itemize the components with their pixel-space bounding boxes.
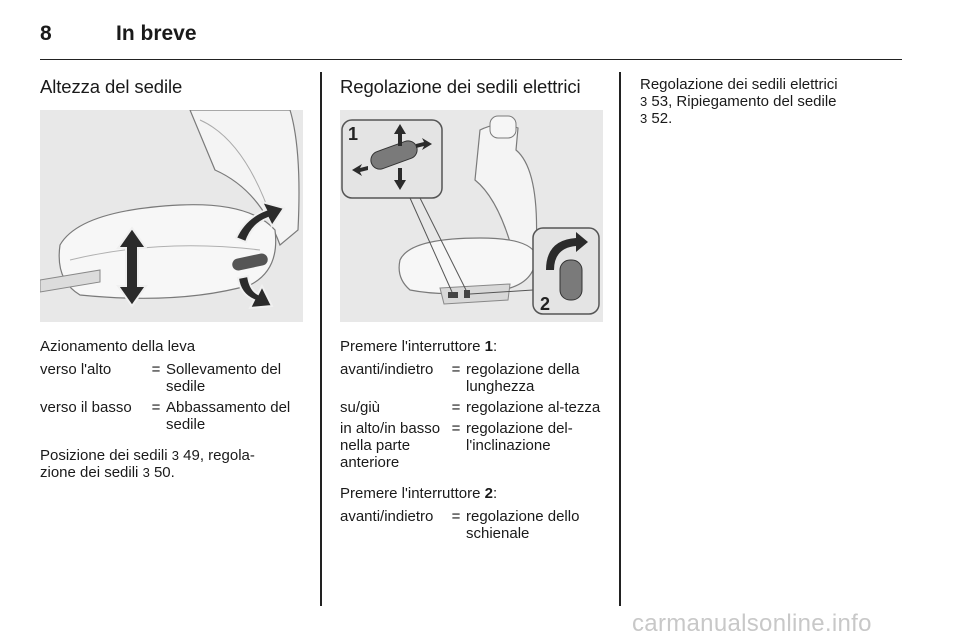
definition-equals: = [451,420,461,437]
definition-description: regolazione al-tezza [466,399,601,416]
definition-equals: = [451,508,461,525]
page-reference-icon: 3 [171,448,179,463]
section-title-electric-seats: Regolazione dei sedili elettrici [340,76,581,97]
definition-term: verso il basso [40,399,132,416]
page-reference-icon: 3 [640,111,648,126]
list-item [340,420,605,471]
switch1-intro [340,338,605,355]
ref-page: 49, regola- [178,447,255,464]
ref-text: zione dei sedili [40,464,143,481]
page-header [40,18,902,60]
definition-description: Abbassamento del sedile [166,399,291,433]
chapter-title: In breve [116,22,197,45]
list-item [40,361,305,399]
page-number: 8 [40,22,52,45]
seat-height-figure [40,110,303,322]
intro-text: Premere l'interruttore [340,338,485,355]
page-reference-icon: 3 [142,465,150,480]
switch1-definition-list [340,361,605,471]
list-item [340,361,605,399]
definition-description: regolazione dello schienale [466,508,580,542]
intro-colon: : [492,338,498,355]
ref-text: 53, Ripiegamento del sedile [647,93,837,110]
column-divider-1 [320,72,322,606]
electric-seat-figure [340,110,603,322]
column-divider-2 [619,72,621,606]
definition-equals: = [151,399,161,416]
intro-text: Premere l'interruttore [340,485,485,502]
definition-description: Sollevamento del sedile [166,361,282,395]
column-electric-seats [340,76,605,542]
definition-description: regolazione della lunghezza [466,361,580,395]
ref-text: Posizione dei sedili [40,447,172,464]
column-references [638,76,900,127]
list-item [40,399,305,433]
switch-number: 2 [484,485,493,502]
watermark: carmanualsonline.info [632,610,872,637]
definition-equals: = [451,399,461,416]
callout-label-1: 1 [348,124,359,144]
ref-text: 52. [647,110,673,127]
intro-colon: : [492,485,498,502]
definition-term: su/giù [340,399,381,416]
switch2-definition-list [340,508,605,542]
definition-term: verso l'alto [40,361,112,378]
cross-reference-electric-seats [638,76,900,127]
page-reference-icon: 3 [640,94,648,109]
column-seat-height [40,76,305,481]
switch2-intro [340,485,605,502]
lever-intro: Azionamento della leva [40,338,196,355]
callout-label-2: 2 [540,294,551,314]
definition-equals: = [451,361,461,378]
ref-text: Regolazione dei sedili elettrici [640,76,838,93]
lever-definition-list [40,361,305,433]
definition-term: avanti/indietro [340,361,434,378]
definition-term: avanti/indietro [340,508,434,525]
list-item [340,508,605,542]
section-title-seat-height: Altezza del sedile [40,76,183,97]
switch-number: 1 [484,338,493,355]
definition-description: regolazione del-l'inclinazione [466,420,573,454]
definition-equals: = [151,361,161,378]
definition-term: in alto/in basso nella parte anteriore [340,420,441,471]
list-item [340,399,605,420]
ref-page: 50. [149,464,175,481]
cross-reference-seat-position [40,447,305,481]
